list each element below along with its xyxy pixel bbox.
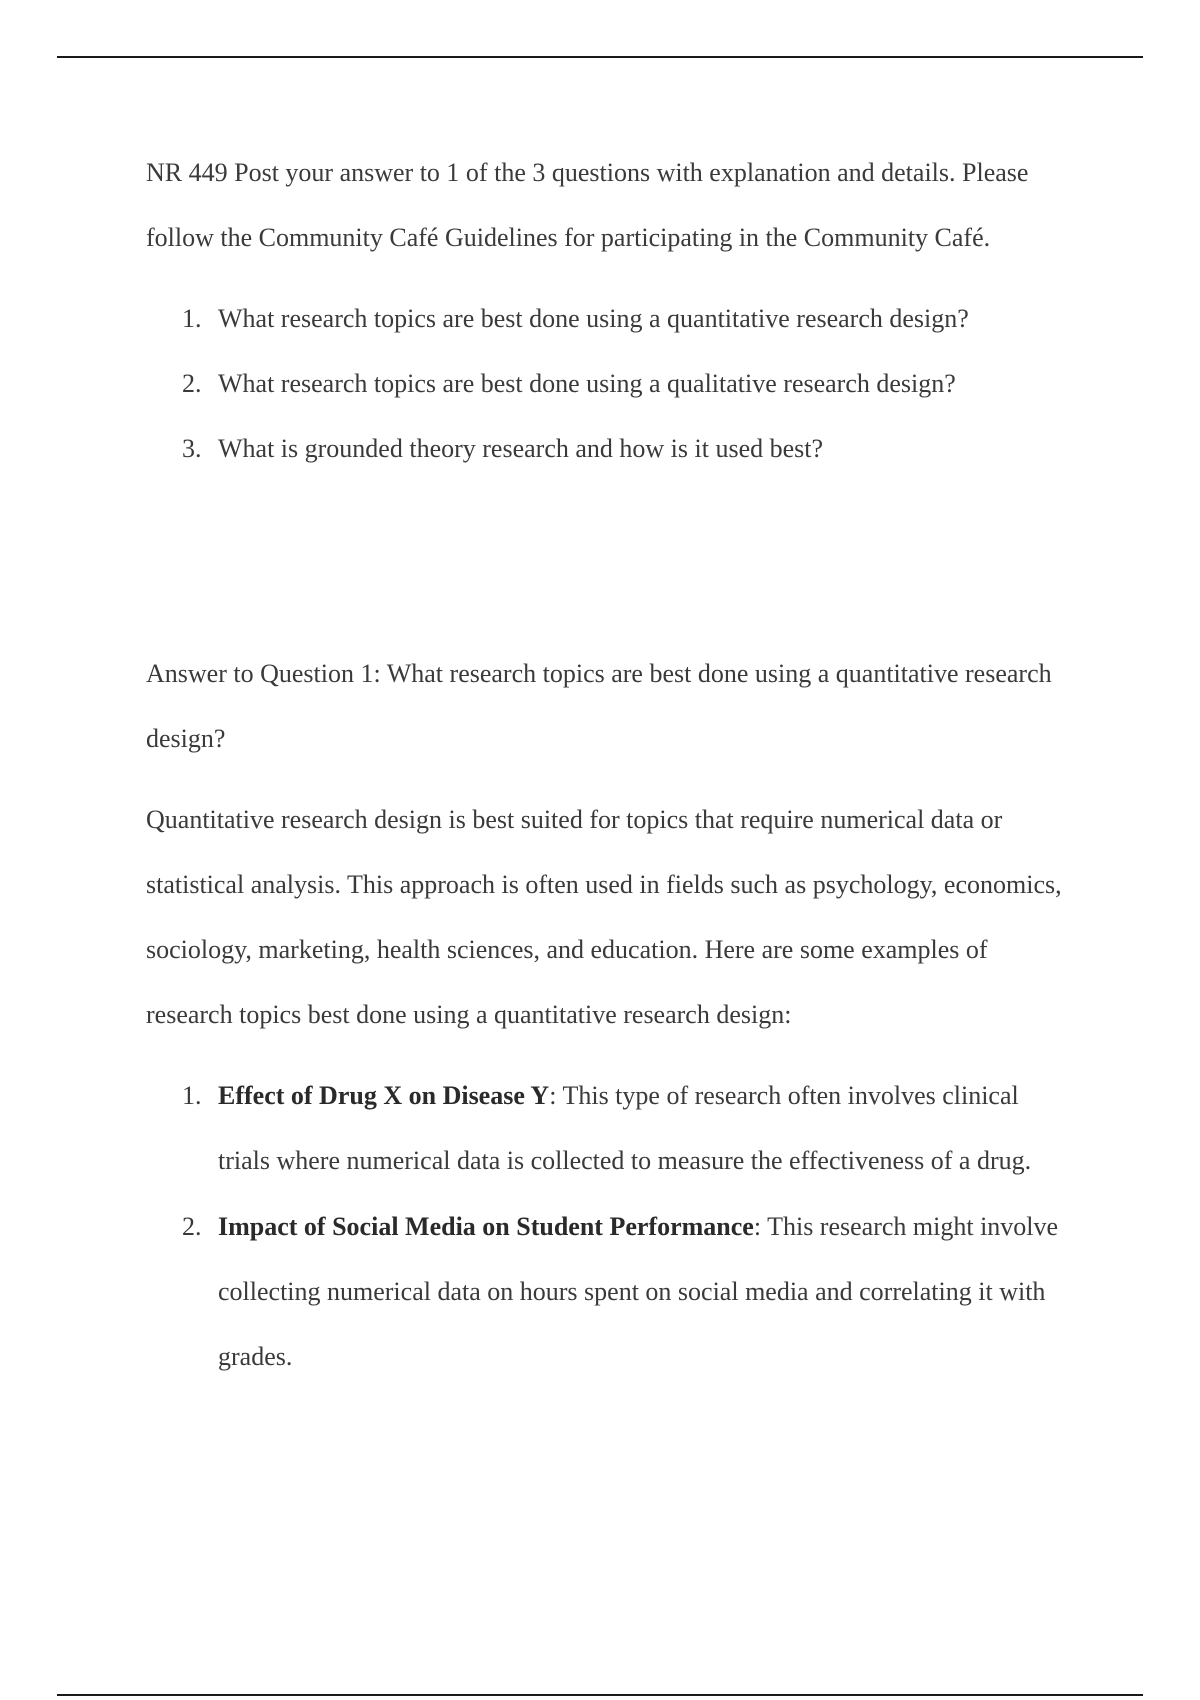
examples-list — [146, 1063, 1066, 1389]
list-number: 1. — [182, 304, 202, 333]
list-item — [146, 1063, 1066, 1193]
answer-heading: Answer to Question 1: What research topics are best done using a quantitative research design? — [146, 659, 1052, 753]
question-text: What research topics are best done using a quantitative research design? — [218, 304, 969, 333]
example-title: Impact of Social Media on Student Performance — [218, 1212, 754, 1241]
top-rule — [57, 56, 1143, 58]
question-text: What is grounded theory research and how is it used best? — [218, 434, 824, 463]
intro-paragraph: NR 449 Post your answer to 1 of the 3 questions with explanation and details. Please follow the Community Café Guidelines for participating in the Community Café. — [146, 158, 1029, 252]
example-text: : This research might involve collecting numerical data on hours spent on social media and correlating it with grades. — [218, 1212, 1059, 1371]
question-text: What research topics are best done using a qualitative research design? — [218, 369, 956, 398]
document-body — [146, 140, 1066, 1390]
list-number: 3. — [182, 434, 202, 463]
list-item — [146, 416, 1066, 481]
list-number: 2. — [182, 1212, 202, 1241]
list-number: 2. — [182, 369, 202, 398]
list-item — [146, 1194, 1066, 1389]
questions-list — [146, 286, 1066, 481]
list-number: 1. — [182, 1081, 202, 1110]
list-item — [146, 286, 1066, 351]
answer-paragraph: Quantitative research design is best suited for topics that require numerical data or statistical analysis. This approach is often used in fields such as psychology, economics, sociology, marketing, health sciences, and education. Here are some examples of research topics best done using a quantitative research design: — [146, 805, 1062, 1029]
example-text: : This type of research often involves clinical trials where numerical data is collected to measure the effectiveness of a drug. — [218, 1081, 1032, 1175]
spacer — [146, 481, 1066, 641]
example-title: Effect of Drug X on Disease Y — [218, 1081, 550, 1110]
bottom-rule — [57, 1694, 1143, 1696]
list-item — [146, 351, 1066, 416]
